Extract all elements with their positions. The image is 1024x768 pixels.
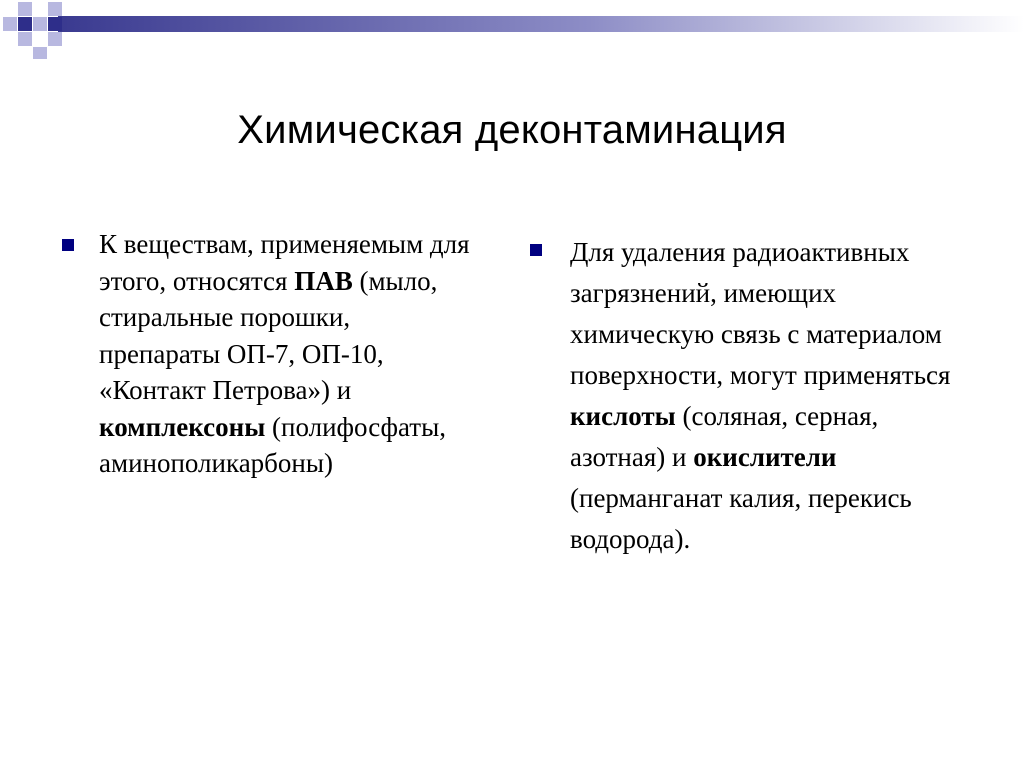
text-run: (мыло, стиральные порошки, препараты ОП-7, ОП-10, «Контакт Петрова») и [99, 265, 438, 405]
text-run: Для удаления радиоактивных загрязнений, имеющих химическую связь с материалом поверхности, могут применяться [570, 237, 951, 390]
square-bullet-icon [62, 239, 74, 251]
bold-term: комплексоны [99, 411, 266, 442]
square-bullet-icon [530, 244, 542, 256]
right-bullet-item [530, 232, 970, 560]
deco-square [18, 17, 32, 31]
bold-term: ПАВ [294, 265, 353, 296]
header-decoration [0, 0, 1024, 60]
slide-title: Химическая деконтаминация [237, 108, 787, 152]
deco-square [33, 2, 47, 16]
bold-term: кислоты [570, 401, 676, 431]
deco-square [48, 17, 62, 31]
left-bullet-item [62, 226, 472, 482]
gradient-band [58, 16, 1024, 32]
right-bullet-text [570, 232, 970, 560]
deco-square [18, 2, 32, 16]
deco-square [48, 2, 62, 16]
deco-square [18, 32, 32, 46]
deco-square [48, 32, 62, 46]
text-run: (соляная, серная, азотная) и [570, 401, 879, 472]
deco-square [3, 17, 17, 31]
text-run: (перманганат калия, перекись водорода). [570, 483, 912, 554]
text-run: (полифосфаты, аминополикарбоны) [99, 411, 446, 478]
decoration-graphic [0, 0, 1024, 60]
left-bullet-text [99, 226, 472, 482]
deco-square [33, 47, 47, 59]
bold-term: окислители [693, 442, 837, 472]
text-run: К веществам, применяемым для этого, относятся [99, 229, 470, 296]
deco-square [33, 17, 47, 31]
